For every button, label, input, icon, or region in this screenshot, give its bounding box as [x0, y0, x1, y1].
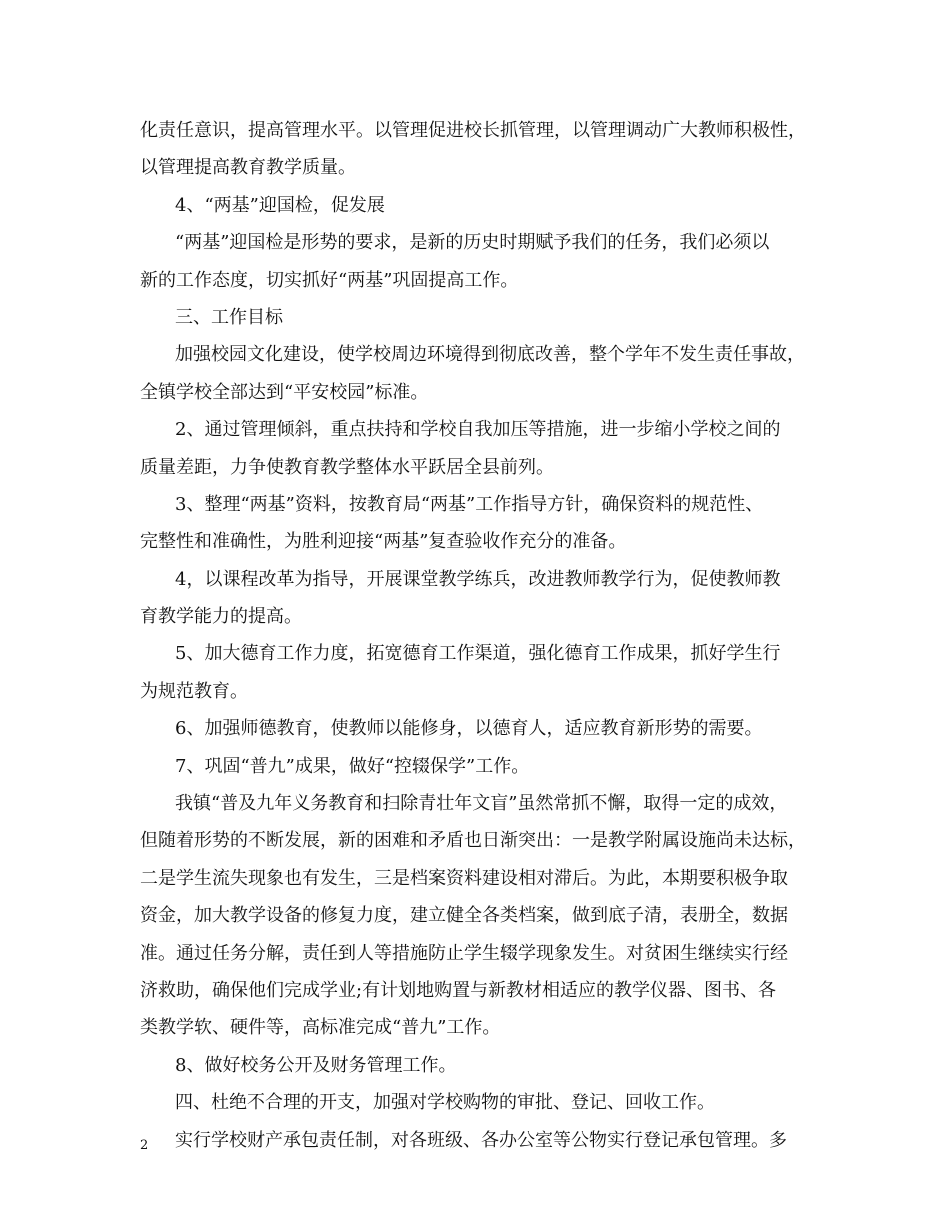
text-line: 三、工作目标	[175, 306, 283, 328]
text-line: 为规范教育。	[140, 680, 248, 702]
paragraph	[140, 635, 830, 710]
text-line: 四、杜绝不合理的开支，加强对学校购物的审批、登记、回收工作。	[175, 1092, 715, 1114]
text-line: 加强校园文化建设，使学校周边环境得到彻底改善，整个学年不发生责任事故，	[175, 344, 805, 366]
text-line: 4、“两基”迎国检，促发展	[175, 194, 385, 216]
text-line: 5、加大德育工作力度，拓宽德育工作渠道，强化德育工作成果，抓好学生行	[175, 643, 781, 665]
text-line: 2、通过管理倾斜，重点扶持和学校自我加压等措施，进一步缩小学校之间的	[175, 419, 781, 441]
text-line: 4，以课程改革为指导，开展课堂教学练兵，改进教师教学行为，促使教师教	[175, 568, 781, 590]
page-number: 2	[140, 1138, 149, 1153]
paragraph	[140, 1084, 830, 1121]
paragraph	[140, 710, 830, 747]
text-line: 6、加强师德教育，使教师以能修身，以德育人，适应教育新形势的需要。	[175, 718, 763, 740]
text-line: 但随着形势的不断发展，新的困难和矛盾也日渐突出：一是教学附属设施尚未达标，	[140, 830, 806, 852]
paragraph	[140, 336, 830, 411]
text-line: 完整性和准确性，为胜利迎接“两基”复查验收作充分的准备。	[140, 531, 627, 553]
text-line: 类教学软、硬件等，高标准完成“普九”工作。	[140, 1017, 501, 1039]
paragraph	[140, 1122, 830, 1159]
paragraph	[140, 1047, 830, 1084]
text-line: 我镇“普及九年义务教育和扫除青壮年文盲”虽然常抓不懈，取得一定的成效，	[175, 793, 788, 815]
text-line: 育教学能力的提高。	[140, 606, 302, 628]
text-line: “两基”迎国检是形势的要求，是新的历史时期赋予我们的任务，我们必须以	[175, 232, 770, 254]
paragraph	[140, 411, 830, 486]
paragraph	[140, 299, 830, 336]
paragraph	[140, 486, 830, 561]
document-body	[140, 112, 830, 1159]
text-line: 新的工作态度，切实抓好“两基”巩固提高工作。	[140, 269, 519, 291]
text-line: 资金，加大教学设备的修复力度，建立健全各类档案，做到底子清，表册全，数据	[140, 905, 788, 927]
text-line: 7、巩固“普九”成果，做好“控辍保学”工作。	[175, 755, 530, 777]
paragraph	[140, 785, 830, 1047]
text-line: 化责任意识，提高管理水平。以管理促进校长抓管理，以管理调动广大教师积极性，	[140, 120, 806, 141]
text-line: 3、整理“两基”资料，按教育局“两基”工作指导方针，确保资料的规范性、	[175, 493, 764, 515]
paragraph	[140, 112, 830, 187]
text-line: 质量差距，力争使教育教学整体水平跃居全县前列。	[140, 456, 554, 478]
paragraph	[140, 561, 830, 636]
text-line: 8、做好校务公开及财务管理工作。	[175, 1054, 457, 1076]
text-line: 全镇学校全部达到“平安校园”标准。	[140, 381, 429, 403]
text-line: 实行学校财产承包责任制，对各班级、各办公室等公物实行登记承包管理。多	[175, 1129, 787, 1151]
text-line: 以管理提高教育教学质量。	[140, 157, 356, 179]
text-line: 济救助，确保他们完成学业;有计划地购置与新教材相适应的教学仪器、图书、各	[140, 979, 777, 1001]
paragraph	[140, 187, 830, 224]
text-line: 二是学生流失现象也有发生，三是档案资料建设相对滞后。为此，本期要积极争取	[140, 867, 788, 889]
text-line: 准。通过任务分解，责任到人等措施防止学生辍学现象发生。对贫困生继续实行经	[140, 942, 788, 964]
paragraph	[140, 748, 830, 785]
paragraph	[140, 224, 830, 299]
